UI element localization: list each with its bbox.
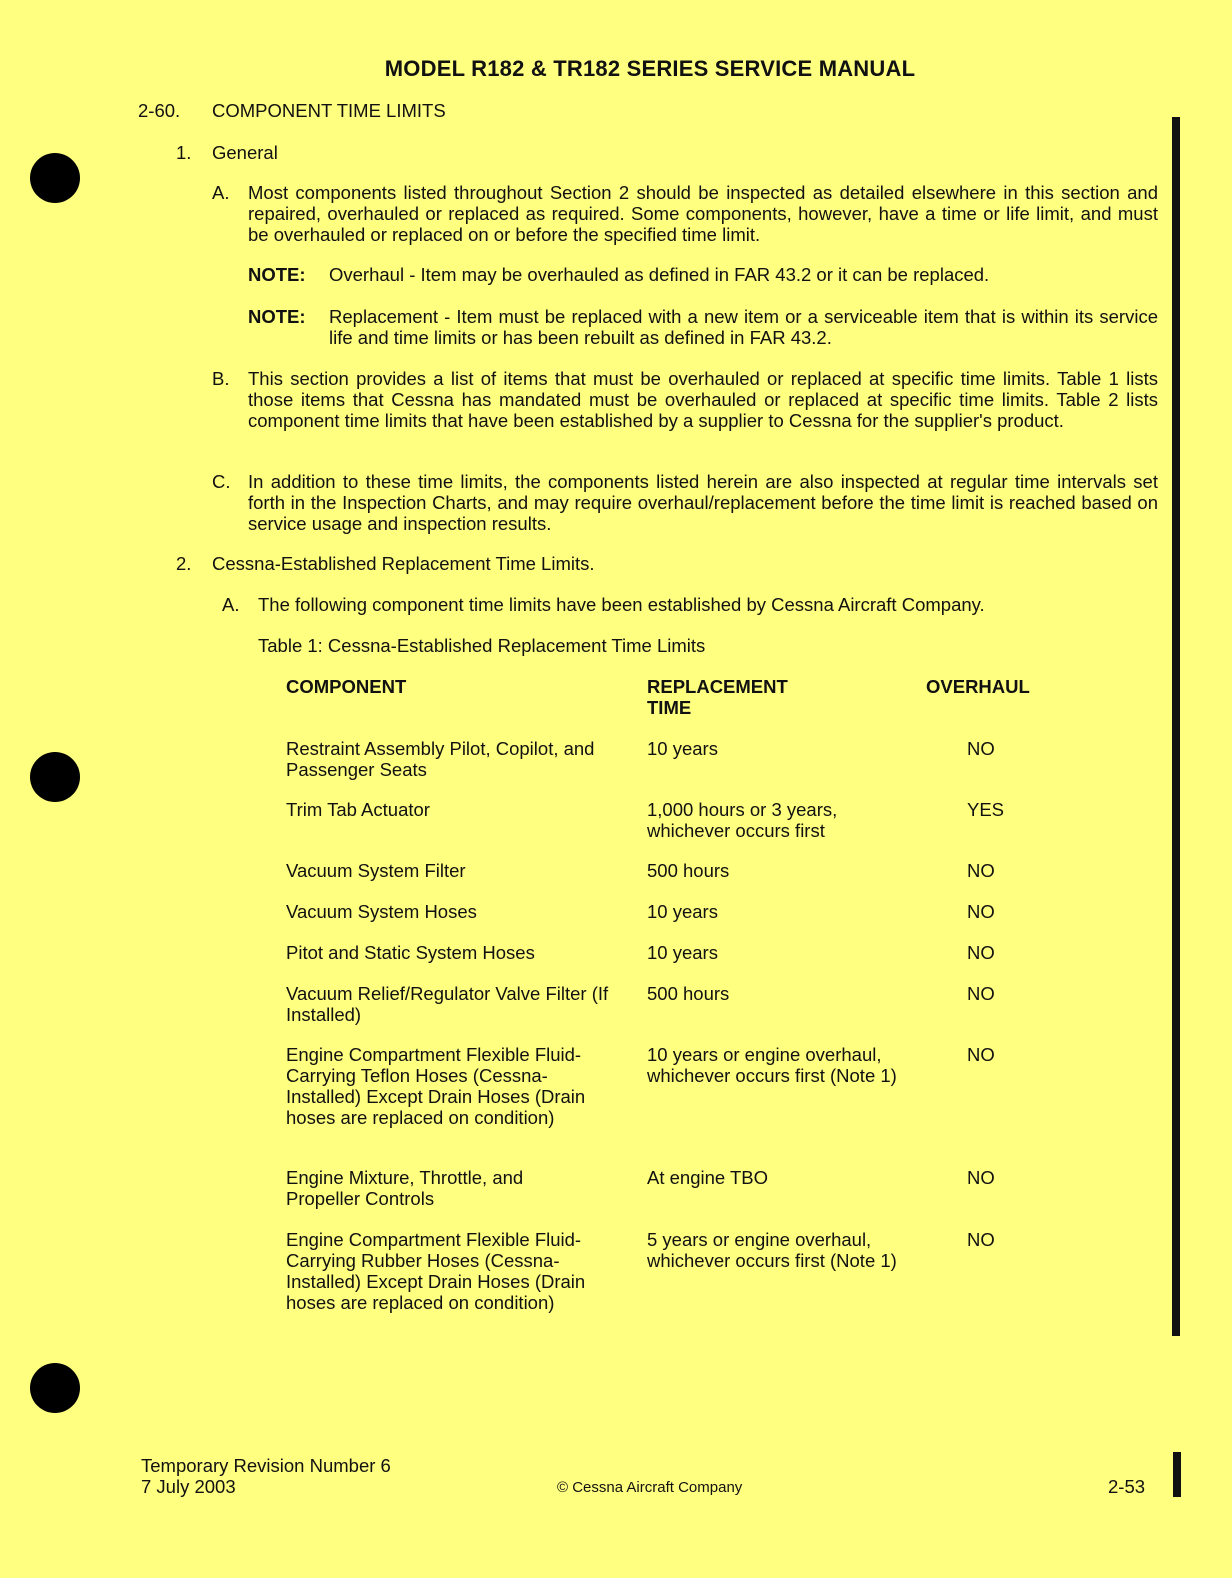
- replacement-time-cell: 5 years or engine overhaul, whichever occurs first (Note 1): [647, 1229, 897, 1271]
- cessna-limits-item-a-text: The following component time limits have been established by Cessna Aircraft Company.: [258, 594, 985, 615]
- note2-label: NOTE:: [248, 306, 306, 327]
- general-number: 1.: [176, 142, 192, 163]
- general-item-a-letter: A.: [212, 182, 230, 203]
- table-caption: Table 1: Cessna-Established Replacement Time Limits: [258, 635, 706, 656]
- section-number: 2-60.: [138, 100, 181, 121]
- replacement-time-cell: 10 years: [647, 942, 718, 963]
- replacement-time-cell: 500 hours: [647, 983, 730, 1004]
- footer-date: 7 July 2003: [141, 1476, 236, 1497]
- overhaul-cell: NO: [967, 1229, 995, 1250]
- component-cell: Restraint Assembly Pilot, Copilot, and Passenger Seats: [286, 738, 595, 780]
- footer-change-bar: [1173, 1452, 1181, 1497]
- cessna-limits-item-a-letter: A.: [222, 594, 240, 615]
- note1-text: Overhaul - Item may be overhauled as defined in FAR 43.2 or it can be replaced.: [329, 264, 990, 285]
- general-item-b-letter: B.: [212, 368, 230, 389]
- overhaul-cell: NO: [967, 901, 995, 922]
- overhaul-cell: NO: [967, 738, 995, 759]
- column-header-replacement-time: REPLACEMENT TIME: [647, 676, 788, 718]
- replacement-time-cell: 10 years or engine overhaul, whichever occurs first (Note 1): [647, 1044, 897, 1086]
- note1-label: NOTE:: [248, 264, 306, 285]
- component-cell: Engine Compartment Flexible Fluid-Carrying Rubber Hoses (Cessna-Installed) Except Drain Hoses (Drain hoses are replaced on condition): [286, 1229, 586, 1313]
- general-item-c-letter: C.: [212, 471, 231, 492]
- page-title: MODEL R182 & TR182 SERIES SERVICE MANUAL: [384, 56, 916, 81]
- replacement-time-cell: 500 hours: [647, 860, 730, 881]
- overhaul-cell: NO: [967, 942, 995, 963]
- component-cell: Vacuum Relief/Regulator Valve Filter (If Installed): [286, 983, 609, 1025]
- binder-hole-top: [30, 153, 80, 203]
- note2-text: Replacement - Item must be replaced with a new item or a serviceable item that is within its service life and time limits or has been rebuilt as defined in FAR 43.2.: [329, 306, 1158, 348]
- general-heading: General: [212, 142, 278, 163]
- overhaul-cell: NO: [967, 860, 995, 881]
- component-cell: Engine Compartment Flexible Fluid-Carrying Teflon Hoses (Cessna-Installed) Except Drain Hoses (Drain hoses are replaced on condition): [286, 1044, 586, 1128]
- cessna-limits-number: 2.: [176, 553, 192, 574]
- replacement-time-cell: At engine TBO: [647, 1167, 769, 1188]
- footer-revision: Temporary Revision Number 6: [141, 1455, 391, 1476]
- component-cell: Trim Tab Actuator: [286, 799, 430, 820]
- column-header-overhaul: OVERHAUL: [926, 676, 1030, 697]
- overhaul-cell: NO: [967, 1044, 995, 1065]
- component-cell: Pitot and Static System Hoses: [286, 942, 535, 963]
- revision-change-bar: [1172, 117, 1180, 1336]
- cessna-limits-heading: Cessna-Established Replacement Time Limits.: [212, 553, 595, 574]
- component-cell: Vacuum System Hoses: [286, 901, 477, 922]
- section-heading: COMPONENT TIME LIMITS: [212, 100, 446, 121]
- replacement-time-cell: 10 years: [647, 738, 718, 759]
- replacement-time-cell: 1,000 hours or 3 years, whichever occurs first: [647, 799, 838, 841]
- overhaul-cell: YES: [967, 799, 1005, 820]
- overhaul-cell: NO: [967, 983, 995, 1004]
- page-number: 2-53: [1108, 1476, 1146, 1497]
- column-header-component: COMPONENT: [286, 676, 407, 697]
- binder-hole-bottom: [30, 1363, 80, 1413]
- overhaul-cell: NO: [967, 1167, 995, 1188]
- footer-copyright: © Cessna Aircraft Company: [557, 1479, 743, 1496]
- component-cell: Vacuum System Filter: [286, 860, 466, 881]
- replacement-time-cell: 10 years: [647, 901, 718, 922]
- general-item-c-text: In addition to these time limits, the components listed herein are also inspected at regular time intervals set forth in the Inspection Charts, and may require overhaul/replacement before the time limit is reached based on service usage and inspection results.: [248, 471, 1158, 534]
- general-item-a-text: Most components listed throughout Section 2 should be inspected as detailed elsewhere in this section and repaired, overhauled or replaced as required. Some components, however, have a time or life limit, and must be overhauled or replaced on or before the specified time limit.: [248, 182, 1158, 245]
- component-cell: Engine Mixture, Throttle, and Propeller Controls: [286, 1167, 524, 1209]
- general-item-b-text: This section provides a list of items that must be overhauled or replaced at specific time limits. Table 1 lists those items that Cessna has mandated must be overhauled or replaced at specific time limits. Table 2 lists component time limits that have been established by a supplier to Cessna for the supplier's product.: [248, 368, 1158, 431]
- binder-hole-middle: [30, 752, 80, 802]
